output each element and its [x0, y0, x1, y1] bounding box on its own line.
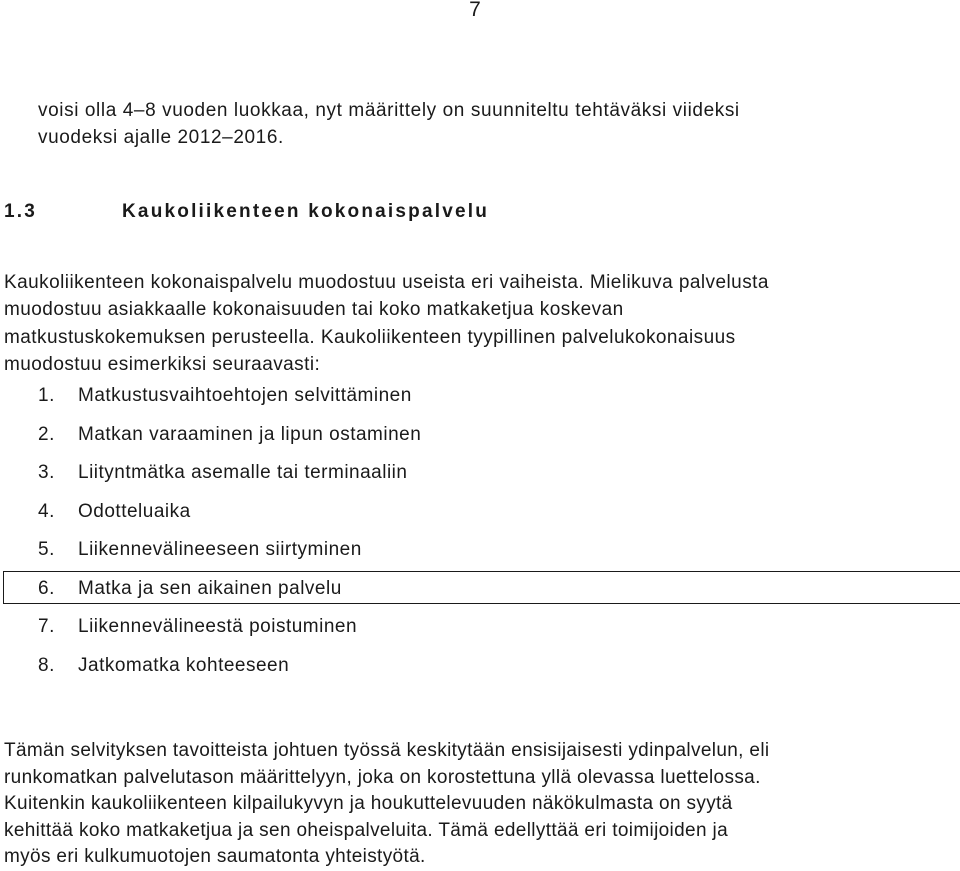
- stage-index: 3.: [38, 462, 55, 483]
- stage-item: [38, 536, 958, 575]
- stage-index: 8.: [38, 654, 55, 676]
- section-number: 1.3: [4, 201, 38, 222]
- conclusion-paragraph: [4, 738, 954, 871]
- stage-index: 6.: [38, 577, 55, 599]
- conclusion-line: myös eri kulkumuotojen saumatonta yhteistyötä.: [4, 846, 426, 868]
- conclusion-line: kehittää koko matkaketjua ja sen oheispalveluita. Tämä edellyttää eri toimijoiden ja: [4, 819, 728, 841]
- stage-label: Jatkomatka kohteeseen: [78, 654, 290, 676]
- description-line: Kaukoliikenteen kokonaispalvelu muodostuu useista eri vaiheista. Mielikuva palvelusta: [4, 272, 769, 293]
- stage-item: [38, 459, 958, 498]
- stage-index: 4.: [38, 500, 55, 522]
- service-stage-list: [38, 382, 958, 690]
- stage-item: [38, 613, 958, 652]
- description-line: muodostuu asiakkaalle kokonaisuuden tai koko matkaketjua koskevan: [4, 299, 624, 321]
- stage-label: Matka ja sen aikainen palvelu: [78, 577, 342, 599]
- stage-index: 1.: [38, 385, 55, 406]
- stage-label: Liikennevälineestä poistuminen: [78, 616, 358, 637]
- stage-label: Liityntmätka asemalle tai terminaaliin: [78, 462, 408, 483]
- conclusion-line: Tämän selvityksen tavoitteista johtuen työssä keskitytään ensisijaisesti ydinpalvelun, eli: [4, 740, 770, 761]
- stage-index: 7.: [38, 616, 55, 637]
- description-paragraph: [4, 269, 944, 378]
- stage-label: Liikennevälineeseen siirtyminen: [78, 539, 362, 560]
- stage-label: Matkustusvaihtoehtojen selvittäminen: [78, 385, 412, 406]
- stage-item: [38, 421, 958, 460]
- intro-line: voisi olla 4–8 vuoden luokkaa, nyt määrittely on suunniteltu tehtäväksi viideksi: [38, 100, 740, 121]
- intro-paragraph: [38, 97, 938, 151]
- page-number: 7: [469, 0, 481, 21]
- section-heading: [4, 198, 489, 226]
- stage-item: [38, 382, 958, 421]
- stage-label: Matkan varaaminen ja lipun ostaminen: [78, 423, 422, 445]
- stage-item-highlighted: [38, 575, 958, 614]
- conclusion-line: runkomatkan palvelutason määrittelyyn, joka on korostettuna yllä olevassa luettelossa.: [4, 766, 761, 788]
- intro-line: vuodeksi ajalle 2012–2016.: [38, 127, 284, 148]
- conclusion-line: Kuitenkin kaukoliikenteen kilpailukyvyn ja houkuttelevuuden näkökulmasta on syytä: [4, 793, 733, 815]
- section-title: Kaukoliikenteen kokonaispalvelu: [122, 201, 490, 222]
- stage-index: 2.: [38, 423, 55, 445]
- stage-item: [38, 498, 958, 537]
- description-line: muodostuu esimerkiksi seuraavasti:: [4, 353, 321, 375]
- stage-index: 5.: [38, 539, 55, 560]
- description-line: matkustuskokemuksen perusteella. Kaukoliikenteen tyypillinen palvelukokonaisuus: [4, 326, 736, 348]
- stage-label: Odotteluaika: [78, 500, 191, 522]
- stage-item: [38, 652, 958, 691]
